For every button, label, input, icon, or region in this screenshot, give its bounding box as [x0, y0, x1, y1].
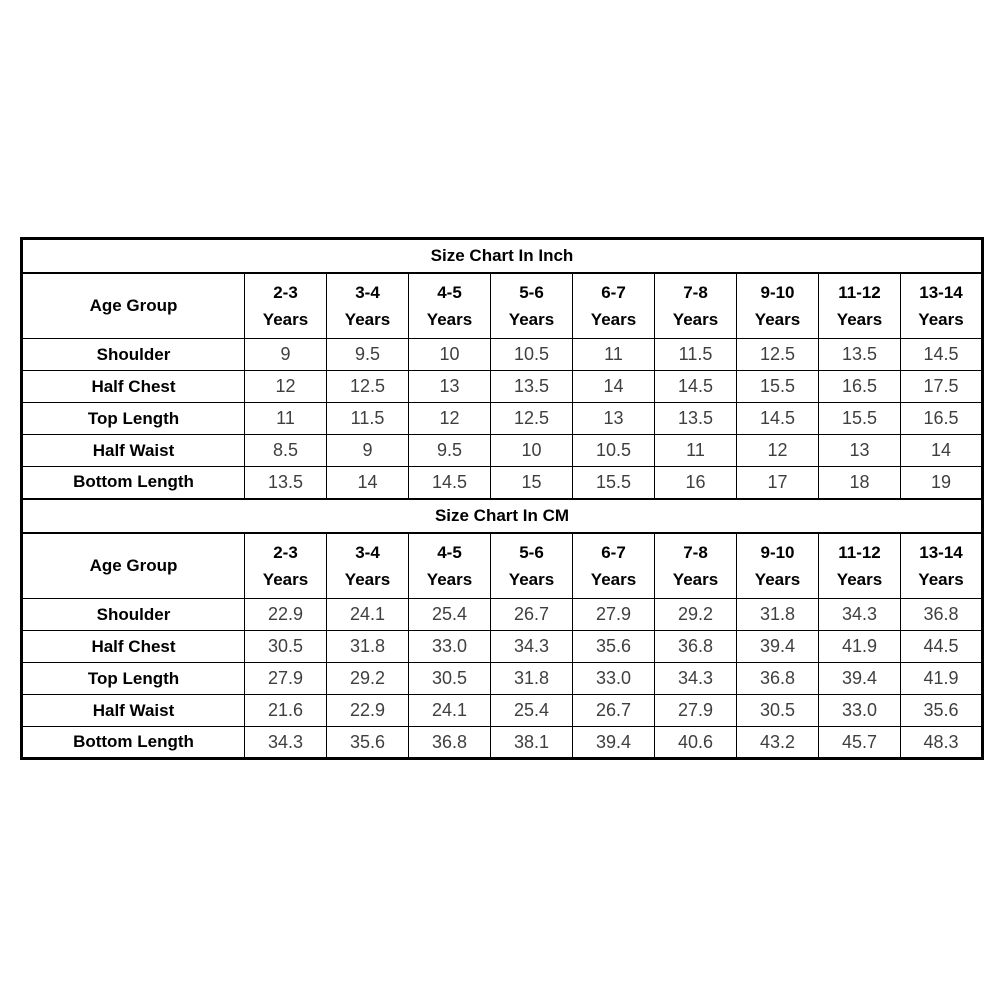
- years-label: Years: [918, 309, 964, 329]
- row-label: Shoulder: [22, 599, 245, 631]
- age-range-label: 7-8: [683, 282, 708, 302]
- value-cell: 35.6: [327, 727, 409, 759]
- years-label: Years: [508, 309, 555, 329]
- table-title-inch: Size Chart In Inch: [22, 239, 983, 273]
- value-cell: 40.6: [655, 727, 737, 759]
- value-cell: 21.6: [245, 695, 327, 727]
- value-cell: 11: [655, 435, 737, 467]
- value-cell: 44.5: [901, 631, 983, 663]
- row-label: Bottom Length: [22, 467, 245, 499]
- age-range-label: 11-12: [838, 542, 881, 562]
- value-cell: 25.4: [409, 599, 491, 631]
- column-header: [491, 273, 573, 339]
- value-cell: 10.5: [573, 435, 655, 467]
- value-cell: 12: [409, 403, 491, 435]
- age-range-label: 9-10: [760, 542, 795, 562]
- value-cell: 13.5: [819, 339, 901, 371]
- table-row: [22, 631, 983, 663]
- value-cell: 27.9: [573, 599, 655, 631]
- table-row: [22, 467, 983, 499]
- years-label: Years: [262, 309, 309, 329]
- column-header: [409, 273, 491, 339]
- table-title-row-inch: [22, 239, 983, 273]
- value-cell: 25.4: [491, 695, 573, 727]
- value-cell: 13.5: [491, 371, 573, 403]
- value-cell: 17: [737, 467, 819, 499]
- value-cell: 15.5: [737, 371, 819, 403]
- value-cell: 27.9: [245, 663, 327, 695]
- column-header: [245, 273, 327, 339]
- years-label: Years: [262, 569, 309, 589]
- value-cell: 8.5: [245, 435, 327, 467]
- value-cell: 26.7: [491, 599, 573, 631]
- value-cell: 14.5: [901, 339, 983, 371]
- value-cell: 31.8: [737, 599, 819, 631]
- column-header: [901, 273, 983, 339]
- value-cell: 19: [901, 467, 983, 499]
- years-label: Years: [344, 569, 391, 589]
- value-cell: 39.4: [573, 727, 655, 759]
- years-label: Years: [590, 569, 637, 589]
- table-row: [22, 371, 983, 403]
- row-label: Half Chest: [22, 371, 245, 403]
- value-cell: 30.5: [245, 631, 327, 663]
- column-header: [901, 533, 983, 599]
- row-label: Bottom Length: [22, 727, 245, 759]
- size-chart-table: [20, 237, 984, 760]
- value-cell: 12: [737, 435, 819, 467]
- years-label: Years: [836, 309, 883, 329]
- value-cell: 24.1: [409, 695, 491, 727]
- value-cell: 9: [327, 435, 409, 467]
- value-cell: 16.5: [819, 371, 901, 403]
- row-label: Top Length: [22, 403, 245, 435]
- age-range-label: 5-6: [519, 282, 544, 302]
- row-label: Half Waist: [22, 435, 245, 467]
- value-cell: 15: [491, 467, 573, 499]
- years-label: Years: [836, 569, 883, 589]
- row-label: Top Length: [22, 663, 245, 695]
- value-cell: 22.9: [245, 599, 327, 631]
- age-range-label: 9-10: [760, 282, 795, 302]
- value-cell: 41.9: [901, 663, 983, 695]
- value-cell: 35.6: [573, 631, 655, 663]
- value-cell: 34.3: [491, 631, 573, 663]
- header-row-cm: [22, 533, 983, 599]
- value-cell: 15.5: [573, 467, 655, 499]
- value-cell: 14: [573, 371, 655, 403]
- value-cell: 16: [655, 467, 737, 499]
- size-chart: [20, 237, 984, 760]
- age-range-label: 6-7: [601, 542, 626, 562]
- value-cell: 27.9: [655, 695, 737, 727]
- value-cell: 48.3: [901, 727, 983, 759]
- value-cell: 35.6: [901, 695, 983, 727]
- column-header: [409, 533, 491, 599]
- age-range-label: 7-8: [683, 542, 708, 562]
- age-range-label: 2-3: [273, 542, 298, 562]
- years-label: Years: [590, 309, 637, 329]
- value-cell: 33.0: [409, 631, 491, 663]
- column-header: [655, 273, 737, 339]
- value-cell: 12.5: [737, 339, 819, 371]
- age-group-header: Age Group: [22, 273, 245, 339]
- value-cell: 34.3: [655, 663, 737, 695]
- value-cell: 11.5: [327, 403, 409, 435]
- column-header: [491, 533, 573, 599]
- column-header: [819, 273, 901, 339]
- value-cell: 26.7: [573, 695, 655, 727]
- value-cell: 12.5: [491, 403, 573, 435]
- age-range-label: 3-4: [355, 542, 380, 562]
- table-row: [22, 599, 983, 631]
- column-header: [737, 273, 819, 339]
- value-cell: 12.5: [327, 371, 409, 403]
- value-cell: 30.5: [409, 663, 491, 695]
- column-header: [573, 533, 655, 599]
- table-row: [22, 695, 983, 727]
- value-cell: 14.5: [737, 403, 819, 435]
- value-cell: 11.5: [655, 339, 737, 371]
- age-range-label: 11-12: [838, 282, 881, 302]
- value-cell: 11: [245, 403, 327, 435]
- value-cell: 14: [901, 435, 983, 467]
- age-range-label: 4-5: [437, 282, 462, 302]
- row-label: Shoulder: [22, 339, 245, 371]
- value-cell: 31.8: [327, 631, 409, 663]
- table-row: [22, 727, 983, 759]
- value-cell: 13.5: [655, 403, 737, 435]
- value-cell: 18: [819, 467, 901, 499]
- column-header: [655, 533, 737, 599]
- age-range-label: 13-14: [919, 282, 963, 302]
- age-range-label: 13-14: [919, 542, 963, 562]
- age-range-label: 6-7: [601, 282, 626, 302]
- column-header: [327, 533, 409, 599]
- years-label: Years: [426, 309, 473, 329]
- value-cell: 10: [491, 435, 573, 467]
- age-range-label: 3-4: [355, 282, 380, 302]
- years-label: Years: [754, 309, 801, 329]
- value-cell: 14.5: [655, 371, 737, 403]
- value-cell: 43.2: [737, 727, 819, 759]
- column-header: [573, 273, 655, 339]
- value-cell: 36.8: [901, 599, 983, 631]
- value-cell: 29.2: [327, 663, 409, 695]
- column-header: [245, 533, 327, 599]
- value-cell: 12: [245, 371, 327, 403]
- value-cell: 10.5: [491, 339, 573, 371]
- value-cell: 39.4: [819, 663, 901, 695]
- table-row: [22, 663, 983, 695]
- value-cell: 9: [245, 339, 327, 371]
- years-label: Years: [672, 569, 719, 589]
- value-cell: 30.5: [737, 695, 819, 727]
- value-cell: 16.5: [901, 403, 983, 435]
- value-cell: 13: [573, 403, 655, 435]
- value-cell: 33.0: [573, 663, 655, 695]
- value-cell: 9.5: [327, 339, 409, 371]
- column-header: [819, 533, 901, 599]
- value-cell: 9.5: [409, 435, 491, 467]
- years-label: Years: [918, 569, 964, 589]
- age-range-label: 4-5: [437, 542, 462, 562]
- value-cell: 15.5: [819, 403, 901, 435]
- years-label: Years: [672, 309, 719, 329]
- age-range-label: 5-6: [519, 542, 544, 562]
- table-title-row-cm: [22, 499, 983, 533]
- value-cell: 24.1: [327, 599, 409, 631]
- value-cell: 38.1: [491, 727, 573, 759]
- value-cell: 34.3: [245, 727, 327, 759]
- years-label: Years: [508, 569, 555, 589]
- value-cell: 11: [573, 339, 655, 371]
- age-range-label: 2-3: [273, 282, 298, 302]
- value-cell: 14.5: [409, 467, 491, 499]
- value-cell: 22.9: [327, 695, 409, 727]
- value-cell: 36.8: [737, 663, 819, 695]
- value-cell: 29.2: [655, 599, 737, 631]
- row-label: Half Waist: [22, 695, 245, 727]
- value-cell: 13: [819, 435, 901, 467]
- age-group-header: Age Group: [22, 533, 245, 599]
- table-title-cm: Size Chart In CM: [22, 499, 983, 533]
- years-label: Years: [344, 309, 391, 329]
- years-label: Years: [754, 569, 801, 589]
- value-cell: 13: [409, 371, 491, 403]
- table-row: [22, 339, 983, 371]
- table-row: [22, 435, 983, 467]
- value-cell: 10: [409, 339, 491, 371]
- value-cell: 39.4: [737, 631, 819, 663]
- years-label: Years: [426, 569, 473, 589]
- value-cell: 14: [327, 467, 409, 499]
- value-cell: 45.7: [819, 727, 901, 759]
- value-cell: 31.8: [491, 663, 573, 695]
- value-cell: 34.3: [819, 599, 901, 631]
- column-header: [327, 273, 409, 339]
- row-label: Half Chest: [22, 631, 245, 663]
- value-cell: 36.8: [655, 631, 737, 663]
- value-cell: 36.8: [409, 727, 491, 759]
- size-chart-table-body: [22, 239, 983, 759]
- header-row-inch: [22, 273, 983, 339]
- value-cell: 33.0: [819, 695, 901, 727]
- value-cell: 13.5: [245, 467, 327, 499]
- value-cell: 17.5: [901, 371, 983, 403]
- value-cell: 41.9: [819, 631, 901, 663]
- column-header: [737, 533, 819, 599]
- table-row: [22, 403, 983, 435]
